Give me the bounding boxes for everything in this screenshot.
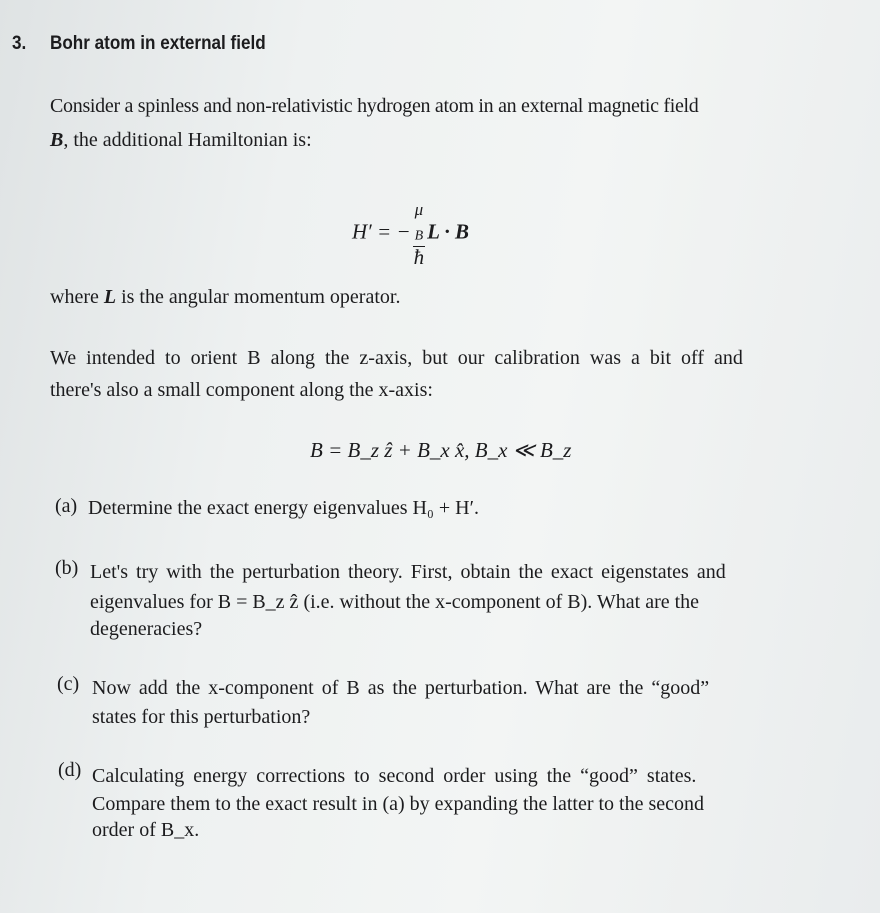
field-equation: B = B_z ẑ + B_x x̂, B_x ≪ B_z (310, 438, 572, 462)
intro-line-2: B, the additional Hamiltonian is: (50, 129, 312, 151)
problem-number: 3. (12, 33, 27, 54)
part-label: (c) (57, 673, 80, 695)
part-text: Compare them to the exact result in (a) by expanding the latter to the second (92, 793, 705, 815)
part-text: Calculating energy corrections to second order using the “good” states. (92, 765, 697, 787)
part-label: (d) (58, 759, 82, 781)
hamiltonian-equation: H′ = − μ $_B$ ħ L · B (352, 200, 469, 270)
calibration-line-1: We intended to orient B along the z-axis, but our calibration was a bit off and (50, 347, 743, 369)
intro-line-1: Consider a spinless and non-relativistic hydrogen atom in an external magnetic field (50, 95, 699, 117)
where-line: where L is the angular momentum operator. (50, 286, 401, 308)
part-text: Determine the exact energy eigenvalues H₀ + H′. (88, 497, 479, 519)
calibration-line-2: there's also a small component along the x-axis: (50, 379, 433, 401)
part-text: Now add the x-component of B as the perturbation. What are the “good” (92, 677, 710, 699)
part-label: (a) (55, 495, 78, 517)
problem-title: Bohr atom in external field (50, 33, 266, 54)
part-label: (b) (55, 557, 79, 579)
part-text: order of B_x. (92, 819, 200, 841)
part-text: Let's try with the perturbation theory. First, obtain the exact eigenstates and (90, 561, 726, 583)
part-text: eigenvalues for B = B_z ẑ (i.e. without the x-component of B). What are the (90, 591, 700, 613)
part-text: degeneracies? (90, 618, 203, 640)
part-text: states for this perturbation? (92, 706, 311, 728)
